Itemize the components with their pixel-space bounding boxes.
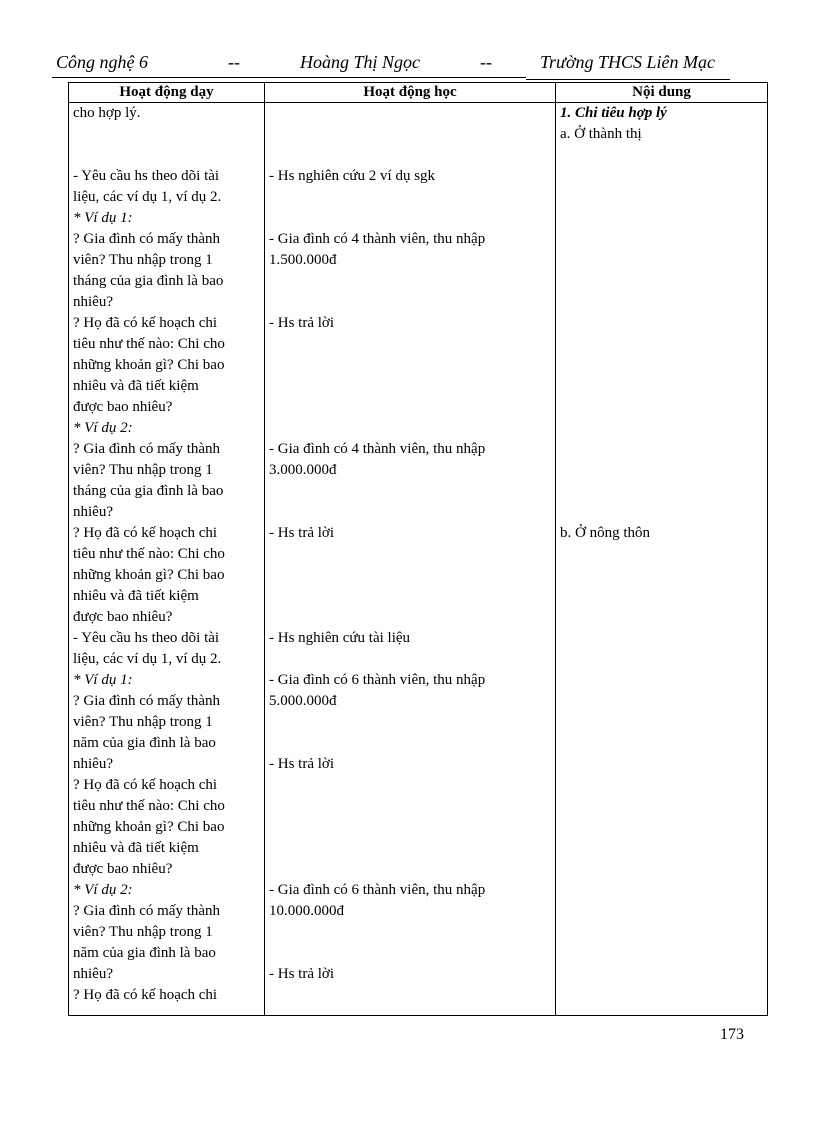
teaching-line: tháng của gia đình là bao [73, 483, 224, 499]
content-line [560, 439, 763, 460]
learning-line [269, 838, 551, 859]
learning-line [269, 943, 551, 964]
content-line [560, 418, 763, 439]
teaching-line: - Yêu cầu hs theo dõi tài [73, 168, 220, 184]
teaching-line: ? Họ đã có kế hoạch chi [73, 777, 218, 793]
header-subject: Công nghệ 6 [56, 52, 148, 72]
teaching-line: ? Gia đình có mấy thành [73, 441, 221, 457]
teaching-line: * Ví dụ 2: [73, 882, 133, 898]
content-line [560, 292, 763, 313]
learning-line [269, 187, 551, 208]
teaching-line: nhiêu? [73, 294, 113, 310]
learning-line [269, 544, 551, 565]
content-line [560, 208, 763, 229]
teaching-line: viên? Thu nhập trong 1 [73, 924, 213, 940]
teaching-line: * Ví dụ 1: [73, 210, 133, 226]
teaching-line: * Ví dụ 2: [73, 420, 133, 436]
teaching-line: được bao nhiêu? [73, 861, 173, 877]
learning-line: 10.000.000đ [269, 903, 344, 919]
content-line [560, 355, 763, 376]
content-line [560, 250, 763, 271]
learning-line [269, 397, 551, 418]
teaching-line: ? Họ đã có kế hoạch chi [73, 315, 218, 331]
table-row [69, 103, 768, 1016]
teaching-line: viên? Thu nhập trong 1 [73, 714, 213, 730]
teaching-line: tiêu như thế nào: Chi cho [73, 798, 225, 814]
learning-line [269, 817, 551, 838]
teaching-line: nhiêu và đã tiết kiệm [73, 840, 199, 856]
header-school: Trường THCS Liên Mạc [540, 52, 715, 72]
teaching-line: * Ví dụ 1: [73, 672, 133, 688]
content-line [560, 271, 763, 292]
learning-line [269, 145, 551, 166]
teaching-line [73, 145, 260, 166]
learning-line [269, 502, 551, 523]
content-line: 1. Chi tiêu hợp lý [560, 105, 667, 121]
content-line: b. Ở nông thôn [560, 525, 650, 541]
teaching-line: ? Gia đình có mấy thành [73, 903, 221, 919]
learning-line [269, 334, 551, 355]
teaching-line: ? Gia đình có mấy thành [73, 231, 221, 247]
teaching-line: tiêu như thế nào: Chi cho [73, 336, 225, 352]
teaching-line: những khoản gì? Chi bao [73, 819, 225, 835]
teaching-line: năm của gia đình là bao [73, 945, 216, 961]
teaching-line: tiêu như thế nào: Chi cho [73, 546, 225, 562]
table-header-row [69, 83, 768, 103]
content-line [560, 397, 763, 418]
teaching-line: ? Gia đình có mấy thành [73, 693, 221, 709]
lesson-table [68, 82, 768, 1016]
learning-line [269, 922, 551, 943]
teaching-line: năm của gia đình là bao [73, 735, 216, 751]
teaching-line: được bao nhiêu? [73, 609, 173, 625]
content-line [560, 502, 763, 523]
teaching-line [73, 124, 260, 145]
learning-line [269, 712, 551, 733]
learning-line: - Gia đình có 4 thành viên, thu nhập [269, 441, 486, 457]
learning-line [269, 376, 551, 397]
content-line [560, 187, 763, 208]
teaching-line: liệu, các ví dụ 1, ví dụ 2. [73, 651, 222, 667]
learning-line [269, 649, 551, 670]
teaching-line: ? Họ đã có kế hoạch chi [73, 987, 218, 1003]
learning-line [269, 796, 551, 817]
learning-line [269, 103, 551, 124]
content-line: a. Ở thành thị [560, 126, 642, 142]
teaching-line: nhiêu và đã tiết kiệm [73, 378, 199, 394]
learning-line: 3.000.000đ [269, 462, 337, 478]
teaching-line: nhiêu và đã tiết kiệm [73, 588, 199, 604]
learning-line [269, 292, 551, 313]
learning-line [269, 565, 551, 586]
column-header-teaching: Hoạt động dạy [69, 83, 265, 103]
learning-line [269, 355, 551, 376]
page-header [56, 52, 726, 78]
header-separator-1: -- [228, 52, 240, 72]
column-header-content: Nội dung [556, 83, 768, 103]
content-line [560, 376, 763, 397]
teaching-line: nhiêu? [73, 966, 113, 982]
learning-line [269, 859, 551, 880]
teaching-line: cho hợp lý. [73, 105, 141, 121]
header-teacher: Hoàng Thị Ngọc [300, 52, 421, 72]
teaching-line: ? Họ đã có kế hoạch chi [73, 525, 218, 541]
teaching-line: được bao nhiêu? [73, 399, 173, 415]
learning-line [269, 607, 551, 628]
content-line [560, 166, 763, 187]
teaching-line: tháng của gia đình là bao [73, 273, 224, 289]
header-separator-2: -- [480, 52, 492, 72]
header-rule [52, 77, 526, 78]
teaching-line: những khoản gì? Chi bao [73, 567, 225, 583]
learning-line [269, 586, 551, 607]
learning-line: - Hs trả lời [269, 525, 335, 541]
header-rule-right [526, 79, 730, 80]
learning-line [269, 271, 551, 292]
content-cell [556, 103, 768, 1016]
teaching-line: - Yêu cầu hs theo dõi tài [73, 630, 220, 646]
learning-line: - Hs nghiên cứu tài liệu [269, 630, 411, 646]
learning-line [269, 481, 551, 502]
learning-line: - Gia đình có 6 thành viên, thu nhập [269, 882, 486, 898]
teaching-line: viên? Thu nhập trong 1 [73, 252, 213, 268]
learning-line [269, 775, 551, 796]
learning-line: - Hs trả lời [269, 315, 335, 331]
learning-line [269, 124, 551, 145]
content-line [560, 481, 763, 502]
learning-line [269, 418, 551, 439]
content-line [560, 145, 763, 166]
learning-line: - Gia đình có 4 thành viên, thu nhập [269, 231, 486, 247]
learning-line: - Hs nghiên cứu 2 ví dụ sgk [269, 168, 436, 184]
learning-activities-cell [265, 103, 556, 1016]
teaching-line: viên? Thu nhập trong 1 [73, 462, 213, 478]
content-line [560, 229, 763, 250]
learning-line [269, 208, 551, 229]
learning-line: - Gia đình có 6 thành viên, thu nhập [269, 672, 486, 688]
learning-line: 1.500.000đ [269, 252, 337, 268]
teaching-line: nhiêu? [73, 504, 113, 520]
learning-line: 5.000.000đ [269, 693, 337, 709]
teaching-activities-cell [69, 103, 265, 1016]
page-number: 173 [720, 1026, 744, 1043]
learning-line [269, 733, 551, 754]
teaching-line: những khoản gì? Chi bao [73, 357, 225, 373]
teaching-line: nhiêu? [73, 756, 113, 772]
content-line [560, 313, 763, 334]
learning-line: - Hs trả lời [269, 756, 335, 772]
column-header-learning: Hoạt động học [265, 83, 556, 103]
content-line [560, 334, 763, 355]
content-line [560, 460, 763, 481]
learning-line: - Hs trả lời [269, 966, 335, 982]
learning-line [269, 985, 551, 1006]
teaching-line: liệu, các ví dụ 1, ví dụ 2. [73, 189, 222, 205]
